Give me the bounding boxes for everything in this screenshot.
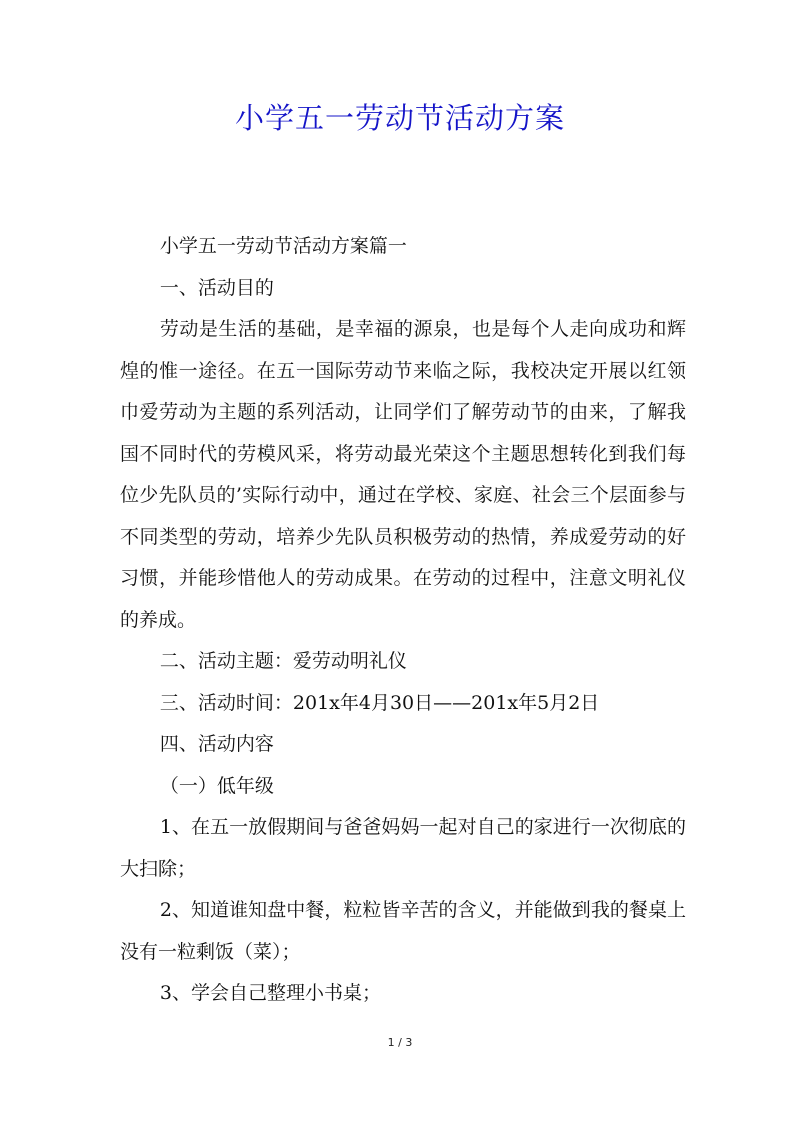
section-heading: 一、活动目的 [159, 276, 274, 299]
list-item: 1、在五一放假期间与爸爸妈妈一起对自己的家进行一次彻底的大扫除； [120, 816, 686, 880]
section-heading: 二、活动主题：爱劳动明礼仪 [159, 650, 407, 672]
document-body [120, 226, 686, 1015]
list-item: 3、学会自己整理小书桌； [159, 982, 381, 1004]
section-heading: 三、活动时间：201x年4月30日——201x年5月2日 [159, 691, 600, 714]
list-item: 2、知道谁知盘中餐，粒粒皆辛苦的含义，并能做到我的餐桌上没有一粒剩饭（菜）； [120, 899, 686, 963]
section-heading: 小学五一劳动节活动方案篇一 [159, 235, 407, 257]
page-number: 1 / 3 [387, 1036, 413, 1049]
document-title: 小学五一劳动节活动方案 [234, 101, 565, 135]
subsection-heading: （一）低年级 [159, 774, 274, 797]
body-paragraph: 劳动是生活的基础，是幸福的源泉，也是每个人走向成功和辉煌的惟一途径。在五一国际劳动节来临之际，我校决定开展以红领巾爱劳动为主题的系列活动，让同学们了解劳动节的由来，了解我国不同时代的劳模风采，将劳动最光荣这个主题思想转化到我们每位少先队员的’实际行动中，通过在学校、家庭、社会三个层面参与不同类型的劳动，培养少先队员积极劳动的热情，养成爱劳动的好习惯，并能珍惜他人的劳动成果。在劳动的过程中，注意文明礼仪的养成。 [120, 318, 686, 631]
section-heading: 四、活动内容 [159, 733, 274, 755]
